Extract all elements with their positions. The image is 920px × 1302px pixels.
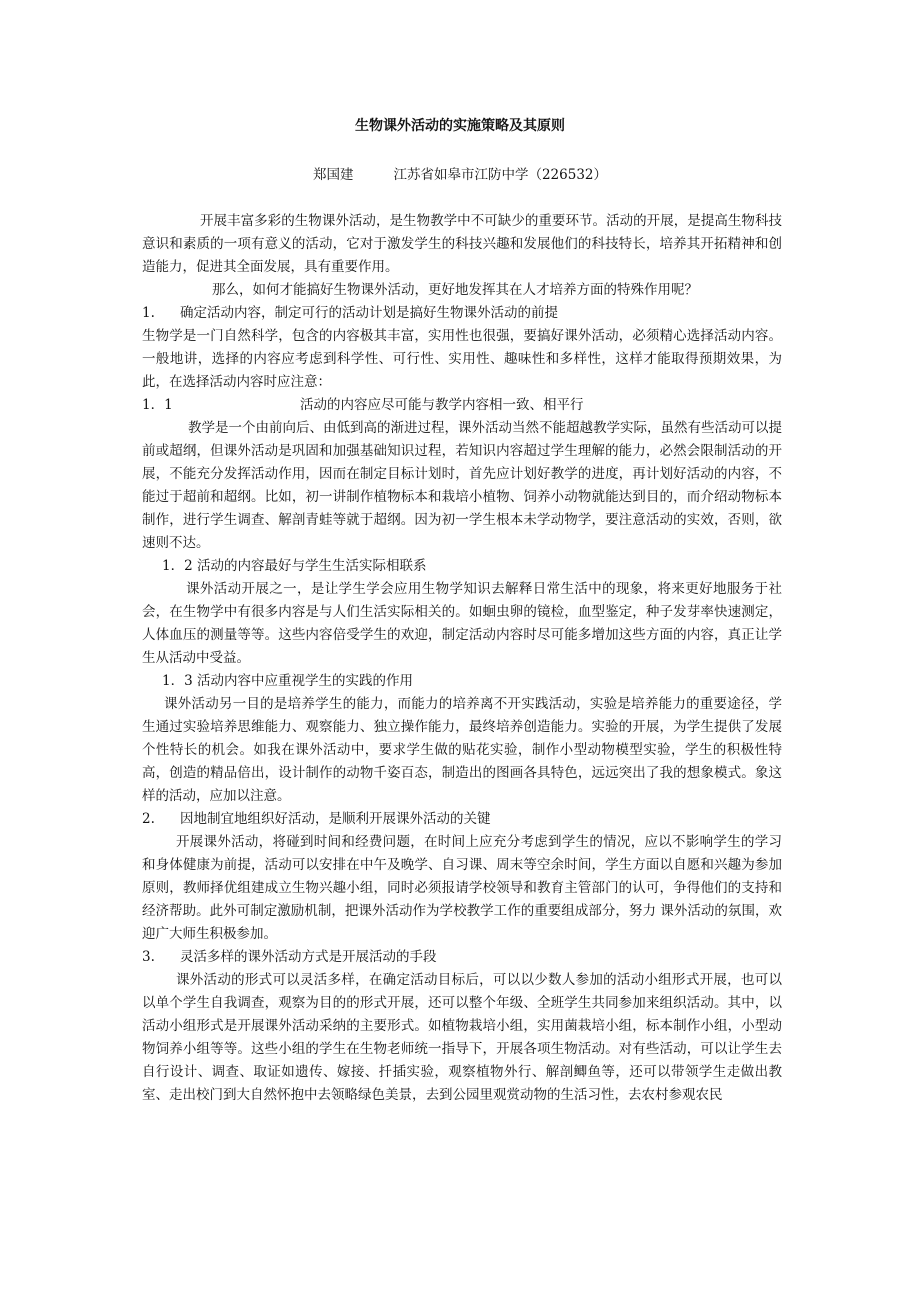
section-3-number: 3.: [142, 949, 155, 965]
section-3-title: 灵活多样的课外活动方式是开展活动的手段: [180, 949, 437, 965]
subsection-1-2-heading: 1．2 活动的内容最好与学生生活实际相联系: [162, 558, 427, 574]
question-paragraph: 那么，如何才能搞好生物课外活动，更好地发挥其在人才培养方面的特殊作用呢？: [212, 282, 698, 298]
subsection-1-1-paragraph: 教学是一个由前向后、由低到高的渐进过程，课外活动当然不能超越教学实际，虽然有些活动可以提前或超纲，但课外活动是巩固和加强基础知识过程，若知识内容超过学生理解的能力，必然会限制活动的开展，不能充分发挥活动作用，因而在制定目标计划时，首先应计划好教学的进度，再计划好活动的内容，不能过于超前和超纲。比如，初一讲制作植物标本和栽培小植物、饲养小动物就能达到目的，而介绍动物标本制作，进行学生调查、解剖青蛙等就于超纲。因为初一学生根本未学动物学，要注意活动的实效，否则，欲速则不达。: [142, 420, 782, 551]
subsection-1-1-heading: [142, 394, 782, 417]
section-1-number: 1.: [142, 305, 155, 321]
section-1-title: 确定活动内容，制定可行的活动计划是搞好生物课外活动的前提: [180, 305, 558, 321]
subsection-1-2-paragraph: 课外活动开展之一，是让学生学会应用生物学知识去解释日常生活中的现象，将来更好地服务于社会，在生物学中有很多内容是与人们生活实际相关的。如蛔虫卵的镜检，血型鉴定，种子发芽率快速测定，人体血压的测量等等。这些内容倍受学生的欢迎，制定活动内容时尽可能多增加这些方面的内容，真正让学生从活动中受益。: [142, 581, 782, 666]
section-3-heading: [142, 946, 782, 969]
author-name: 郑国建: [312, 167, 354, 183]
document-body: [142, 210, 782, 1107]
section-1-heading: [142, 302, 782, 325]
subsection-1-1-title: 活动的内容应尽可能与教学内容相一致、相平行: [300, 397, 584, 413]
document-title: 生物课外活动的实施策略及其原则: [355, 118, 565, 134]
author-line: [0, 163, 920, 183]
intro-paragraph: 开展丰富多彩的生物课外活动，是生物教学中不可缺少的重要环节。活动的开展，是提高生物科技意识和素质的一项有意义的活动，它对于激发学生的科技兴趣和发展他们的科技特长，培养其开拓精神和创造能力，促进其全面发展，具有重要作用。: [142, 213, 782, 275]
section-3-paragraph: 课外活动的形式可以灵活多样，在确定活动目标后，可以以少数人参加的活动小组形式开展，也可以以单个学生自我调查，观察为目的的形式开展，还可以整个年级、全班学生共同参加来组织活动。其中，以活动小组形式是开展课外活动采纳的主要形式。如植物栽培小组，实用菌栽培小组，标本制作小组，小型动物饲养小组等等。这些小组的学生在生物老师统一指导下，开展各项生物活动。对有些活动，可以让学生去自行设计、调查、取证如遗传、嫁接、扦插实验，观察植物外行、解剖鲫鱼等，还可以带领学生走做出教室、走出校门到大自然怀抱中去领略绿色美景，去到公园里观赏动物的生活习性，去农村参观农民: [142, 972, 782, 1103]
section-2-number: 2.: [142, 811, 155, 827]
subsection-1-1-number: 1．1: [142, 397, 173, 413]
section-1-paragraph: 生物学是一门自然科学，包含的内容极其丰富，实用性也很强，要搞好课外活动，必须精心选择活动内容。一般地讲，选择的内容应考虑到科学性、可行性、实用性、趣味性和多样性，这样才能取得预期效果，为此，在选择活动内容时应注意：: [142, 328, 782, 390]
section-2-heading: [142, 808, 782, 831]
author-affiliation: 江苏省如皋市江防中学（226532）: [393, 167, 608, 183]
subsection-1-3-heading: 1．3 活动内容中应重视学生的实践的作用: [162, 673, 413, 689]
section-2-title: 因地制宜地组织好活动，是顺利开展课外活动的关键: [180, 811, 491, 827]
section-2-paragraph: 开展课外活动，将碰到时间和经费问题，在时间上应充分考虑到学生的情况，应以不影响学生的学习和身体健康为前提，活动可以安排在中午及晚学、自习课、周末等空余时间，学生方面以自愿和兴趣为参加原则，教师择优组建成立生物兴趣小组，同时必须报请学校领导和教育主管部门的认可，争得他们的支持和经济帮助。此外可制定激励机制，把课外活动作为学校教学工作的重要组成部分，努力 课外活动的氛围，欢迎广大师生积极参加。: [142, 834, 782, 942]
subsection-1-3-paragraph: 课外活动另一目的是培养学生的能力，而能力的培养离不开实践活动，实验是培养能力的重要途径，学生通过实验培养思维能力、观察能力、独立操作能力，最终培养创造能力。实验的开展，为学生提供了发展个性特长的机会。如我在课外活动中，要求学生做的贴花实验，制作小型动物模型实验，学生的积极性特高，创造的精品倍出，设计制作的动物千姿百态，制造出的图画各具特色，远远突出了我的想象模式。象这样的活动，应加以注意。: [142, 696, 782, 804]
